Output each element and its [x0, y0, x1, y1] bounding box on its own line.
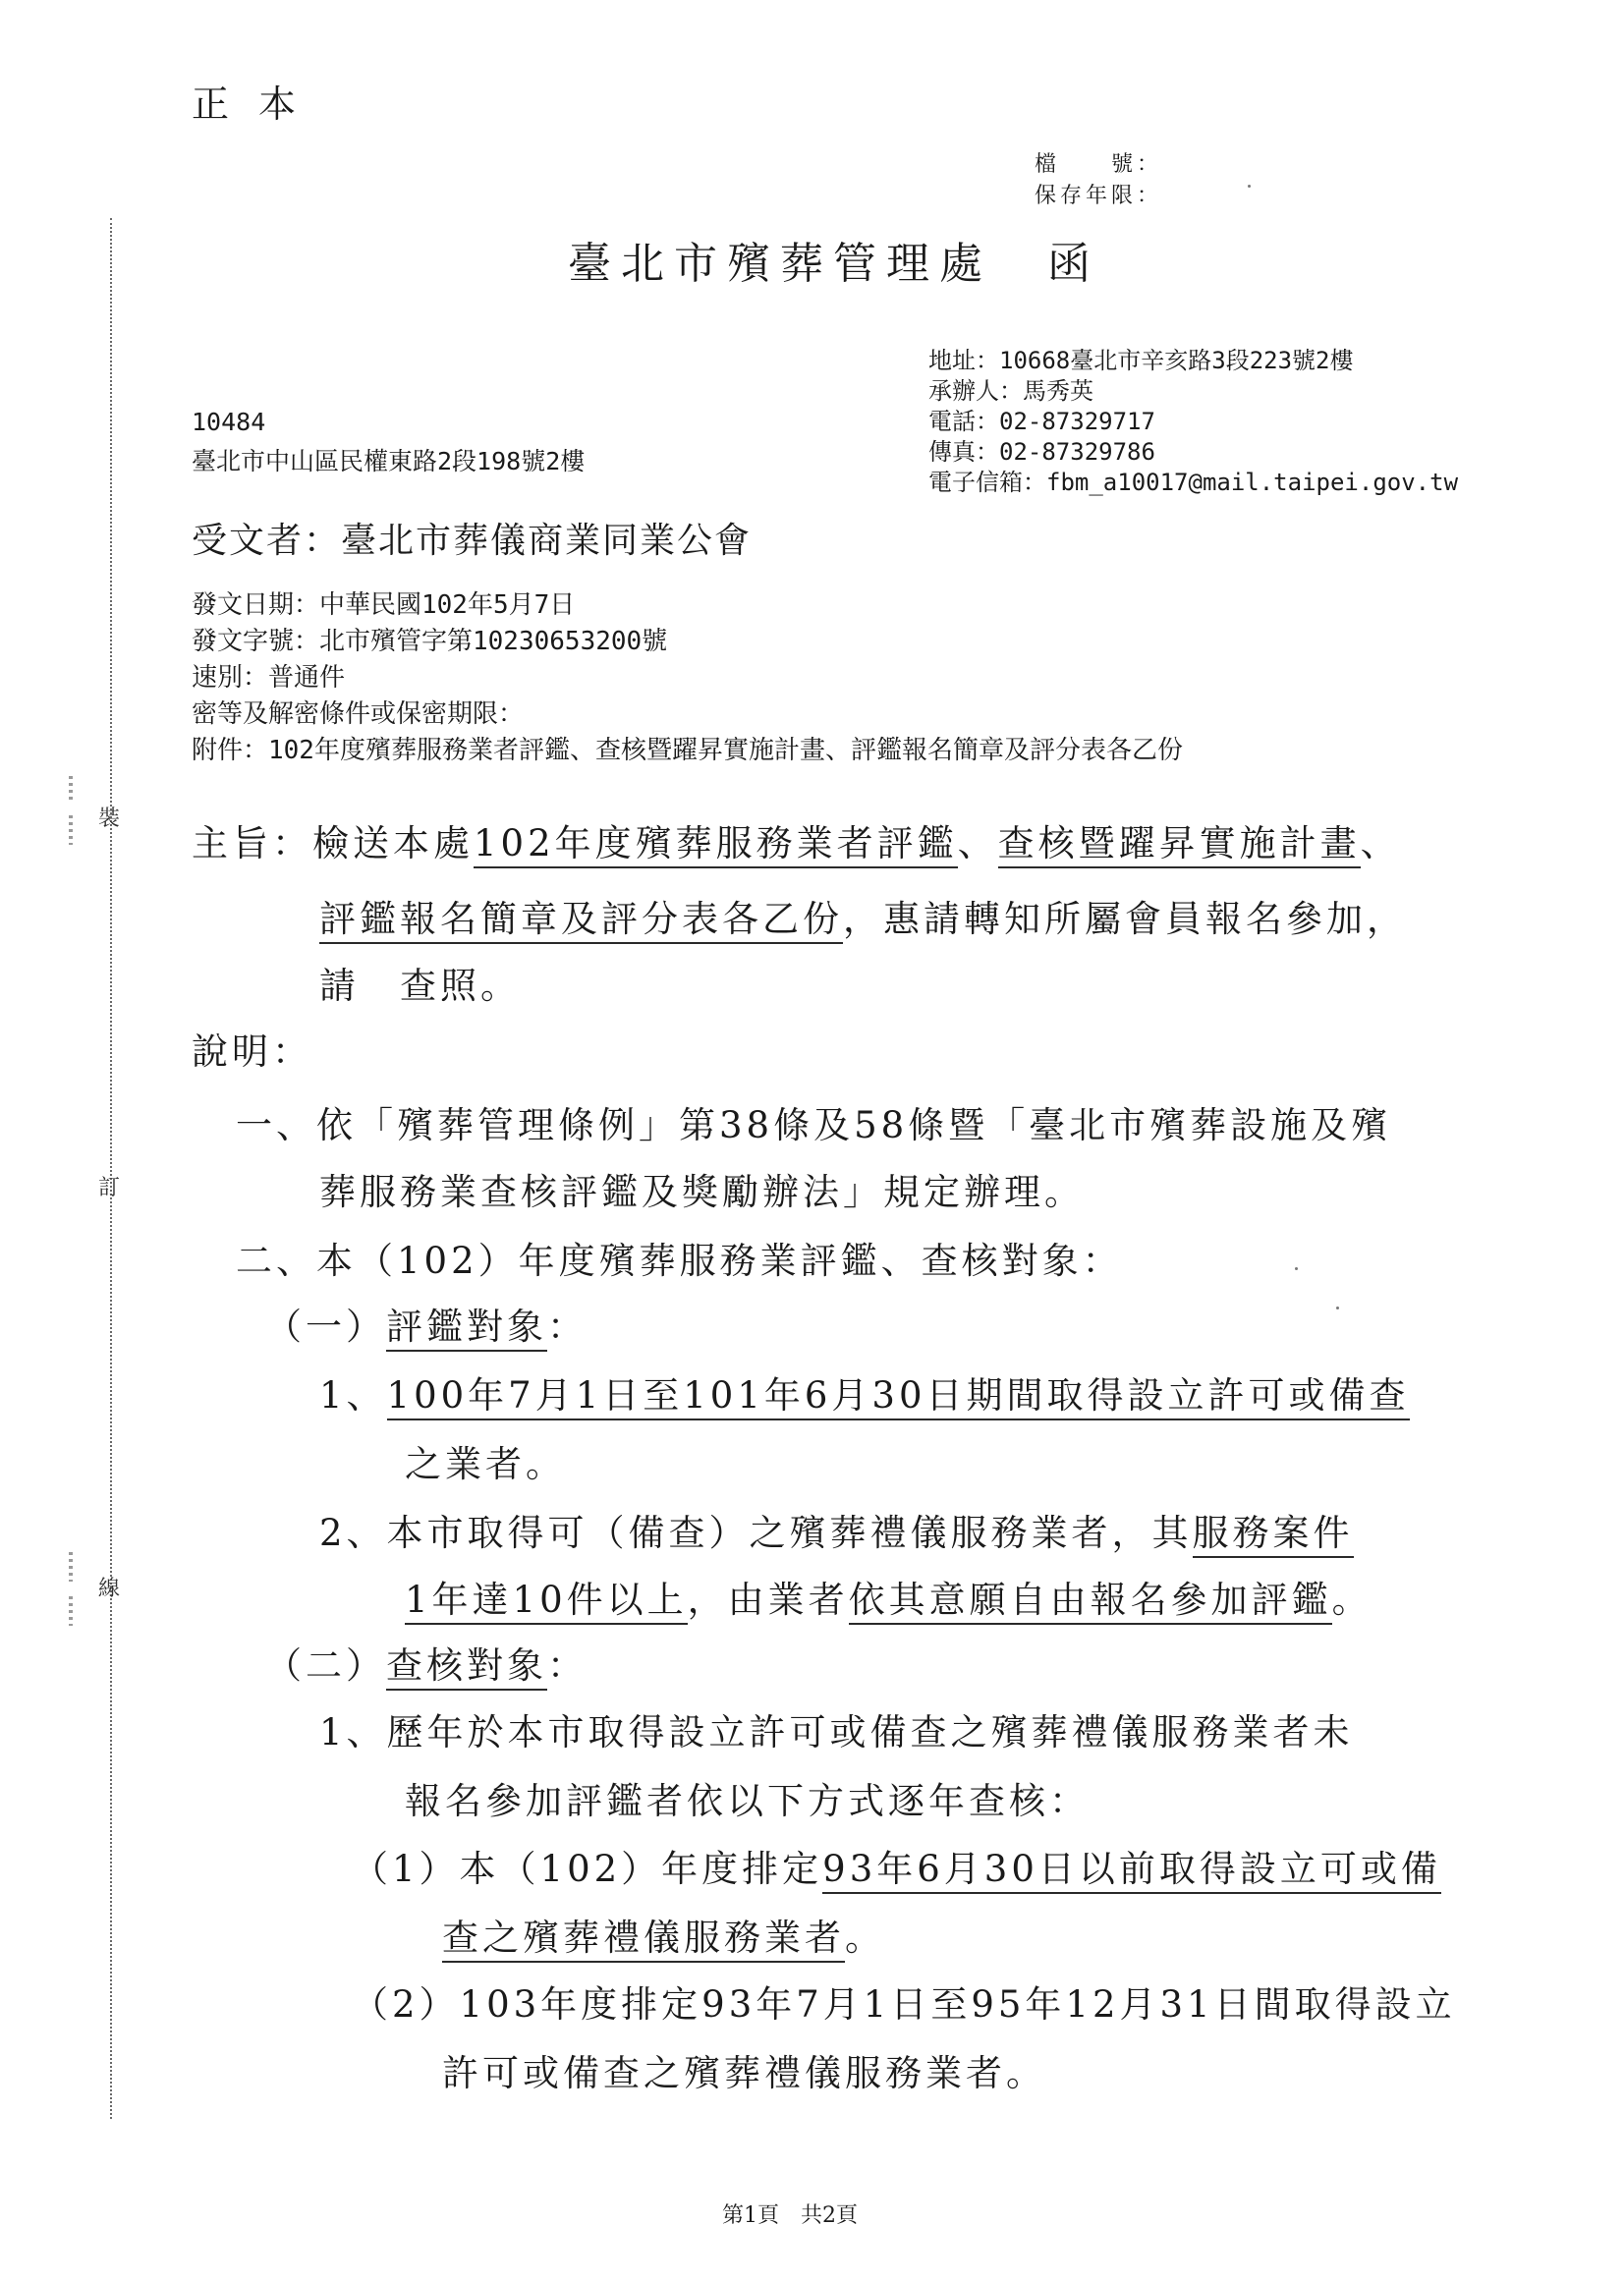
explanation-item-1-line-1: 一、依「殯葬管理條例」第38條及58條暨「臺北市殯葬設施及殯	[236, 1104, 1392, 1146]
document-type: 函	[1047, 239, 1100, 289]
subject-underline-2: 查核暨躍昇實施計畫	[998, 822, 1361, 868]
explanation-item-1-line-2: 葬服務業查核評鑑及獎勵辦法」規定辦理。	[319, 1171, 1085, 1213]
recipient: 受文者：臺北市葬儀商業同業公會	[192, 521, 753, 561]
contact-address: 地址：10668臺北市辛亥路3段223號2樓	[928, 347, 1354, 374]
binding-mark-line: 線	[98, 1577, 121, 1601]
contact-email: 電子信箱：fbm_a10017@mail.taipei.gov.tw	[928, 469, 1459, 496]
agency-name: 臺北市殯葬管理處	[568, 239, 992, 289]
document-info	[192, 587, 1183, 769]
evaluation-target-item-1-line-2: 之業者。	[405, 1443, 566, 1485]
contact-fax: 傳真：02-87329786	[928, 438, 1155, 466]
punch-mark	[69, 1552, 73, 1582]
evaluation-target-item-1-line-1: 1、100年7月1日至101年6月30日期間取得設立許可或備查	[319, 1365, 1410, 1419]
page-number: 第1頁 共2頁	[722, 2203, 858, 2228]
binding-mark-bind: 裝	[98, 807, 121, 831]
inspection-target-item-1-line-2: 報名參加評鑑者依以下方式逐年查核：	[405, 1780, 1090, 1822]
copy-label: 正本	[192, 83, 326, 126]
punch-mark	[69, 815, 73, 845]
evaluation-target-heading: （一）評鑑對象：	[265, 1297, 588, 1350]
file-number-label: 檔 號：	[1035, 152, 1163, 177]
document-number: 發文字號：北市殯管字第10230653200號	[192, 627, 668, 656]
inspection-schedule-2-line-2: 許可或備查之殯葬禮儀服務業者。	[442, 2052, 1046, 2094]
explanation-item-2-line-1: 二、本（102）年度殯葬服務業評鑑、查核對象：	[236, 1240, 1123, 1282]
contact-handler: 承辦人：馬秀英	[928, 377, 1093, 405]
sender-address: 臺北市中山區民權東路2段198號2樓	[192, 447, 586, 475]
inspection-target-item-1-line-1: 1、歷年於本市取得設立許可或備查之殯葬禮儀服務業者未	[319, 1711, 1354, 1753]
inspection-schedule-2-line-1: （2）103年度排定93年7月1日至95年12月31日間取得設立	[352, 1983, 1456, 2026]
attachments: 附件：102年度殯葬服務業者評鑑、查核暨躍昇實施計畫、評鑑報名簡章及評分表各乙份	[192, 736, 1183, 765]
subject-underline-3: 評鑑報名簡章及評分表各乙份	[319, 898, 843, 944]
scan-speck	[1295, 1267, 1298, 1270]
issue-date: 發文日期：中華民國102年5月7日	[192, 590, 576, 620]
punch-mark	[69, 1596, 73, 1626]
punch-mark	[69, 776, 73, 802]
explanation-heading: 說明：	[192, 1030, 312, 1073]
scan-speck	[1248, 185, 1251, 188]
sender-postal-code: 10484	[192, 408, 266, 436]
inspection-schedule-1-line-1: （1）本（102）年度排定93年6月30日以前取得設立可或備	[352, 1839, 1441, 1892]
subject-label: 主旨：檢送本處	[192, 822, 474, 864]
scan-speck	[1336, 1307, 1339, 1309]
inspection-target-heading: （二）查核對象：	[265, 1636, 588, 1689]
secrecy-level: 密等及解密條件或保密期限：	[192, 699, 525, 729]
evaluation-target-item-2-line-1: 2、本市取得可（備查）之殯葬禮儀服務業者，其服務案件	[319, 1503, 1354, 1556]
evaluation-target-item-2-line-2: 1年達10件以上，由業者依其意願自由報名參加評鑑。	[405, 1570, 1372, 1623]
subject-line-2: 評鑑報名簡章及評分表各乙份，惠請轉知所屬會員報名參加，	[319, 889, 1407, 942]
binding-dotted-line	[110, 218, 112, 2119]
contact-phone: 電話：02-87329717	[928, 408, 1155, 435]
delivery-speed: 速別：普通件	[192, 663, 346, 693]
subject-line-3: 請 查照。	[319, 965, 521, 1007]
subject-underline-1: 102年度殯葬服務業者評鑑	[474, 822, 958, 868]
retention-period-label: 保存年限：	[1035, 184, 1163, 208]
binding-mark-staple: 訂	[98, 1176, 121, 1200]
inspection-schedule-1-line-2: 查之殯葬禮儀服務業者。	[442, 1908, 885, 1961]
contact-block	[928, 346, 1458, 498]
subject-line-1: 主旨：檢送本處102年度殯葬服務業者評鑑、查核暨躍昇實施計畫、	[192, 813, 1401, 866]
page-title	[568, 228, 1100, 291]
